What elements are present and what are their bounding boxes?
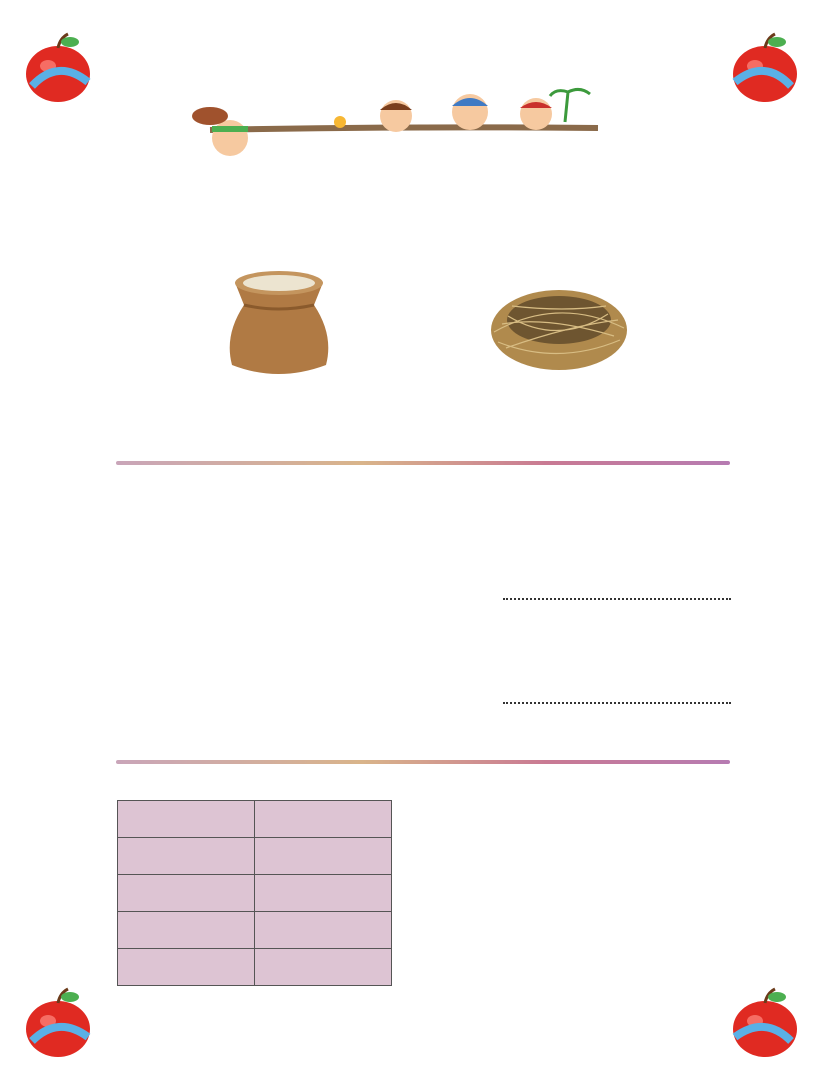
table-row bbox=[118, 949, 392, 986]
table-cell[interactable] bbox=[118, 912, 255, 949]
table-header-cell bbox=[118, 801, 255, 838]
table-cell[interactable] bbox=[118, 875, 255, 912]
butterfly-border-icon bbox=[470, 805, 674, 967]
kids-on-branch-illustration bbox=[180, 82, 600, 172]
answer-line-1[interactable] bbox=[503, 598, 731, 600]
decorative-frame-right bbox=[728, 0, 815, 1080]
header-banner bbox=[180, 82, 600, 172]
table-cell[interactable] bbox=[118, 838, 255, 875]
table-cell[interactable] bbox=[255, 949, 392, 986]
apple-icon bbox=[725, 28, 805, 108]
word-box bbox=[470, 805, 674, 967]
answer-table bbox=[117, 800, 392, 986]
table-cell[interactable] bbox=[255, 912, 392, 949]
table-row bbox=[118, 875, 392, 912]
answer-line-2[interactable] bbox=[503, 702, 731, 704]
decorative-frame-bottom bbox=[0, 975, 815, 1080]
table-row bbox=[118, 912, 392, 949]
table-row bbox=[118, 838, 392, 875]
table-header-row bbox=[118, 801, 392, 838]
rice-sack-image bbox=[218, 265, 340, 379]
apple-icon bbox=[18, 28, 98, 108]
decorative-frame-left bbox=[0, 0, 118, 1080]
apple-icon bbox=[725, 985, 805, 1065]
table-cell[interactable] bbox=[255, 875, 392, 912]
table-header-cell bbox=[255, 801, 392, 838]
bird-nest-image bbox=[488, 276, 630, 374]
table-cell[interactable] bbox=[118, 949, 255, 986]
apple-icon bbox=[18, 985, 98, 1065]
section-divider bbox=[116, 760, 730, 764]
section-divider bbox=[116, 461, 730, 465]
table-cell[interactable] bbox=[255, 838, 392, 875]
